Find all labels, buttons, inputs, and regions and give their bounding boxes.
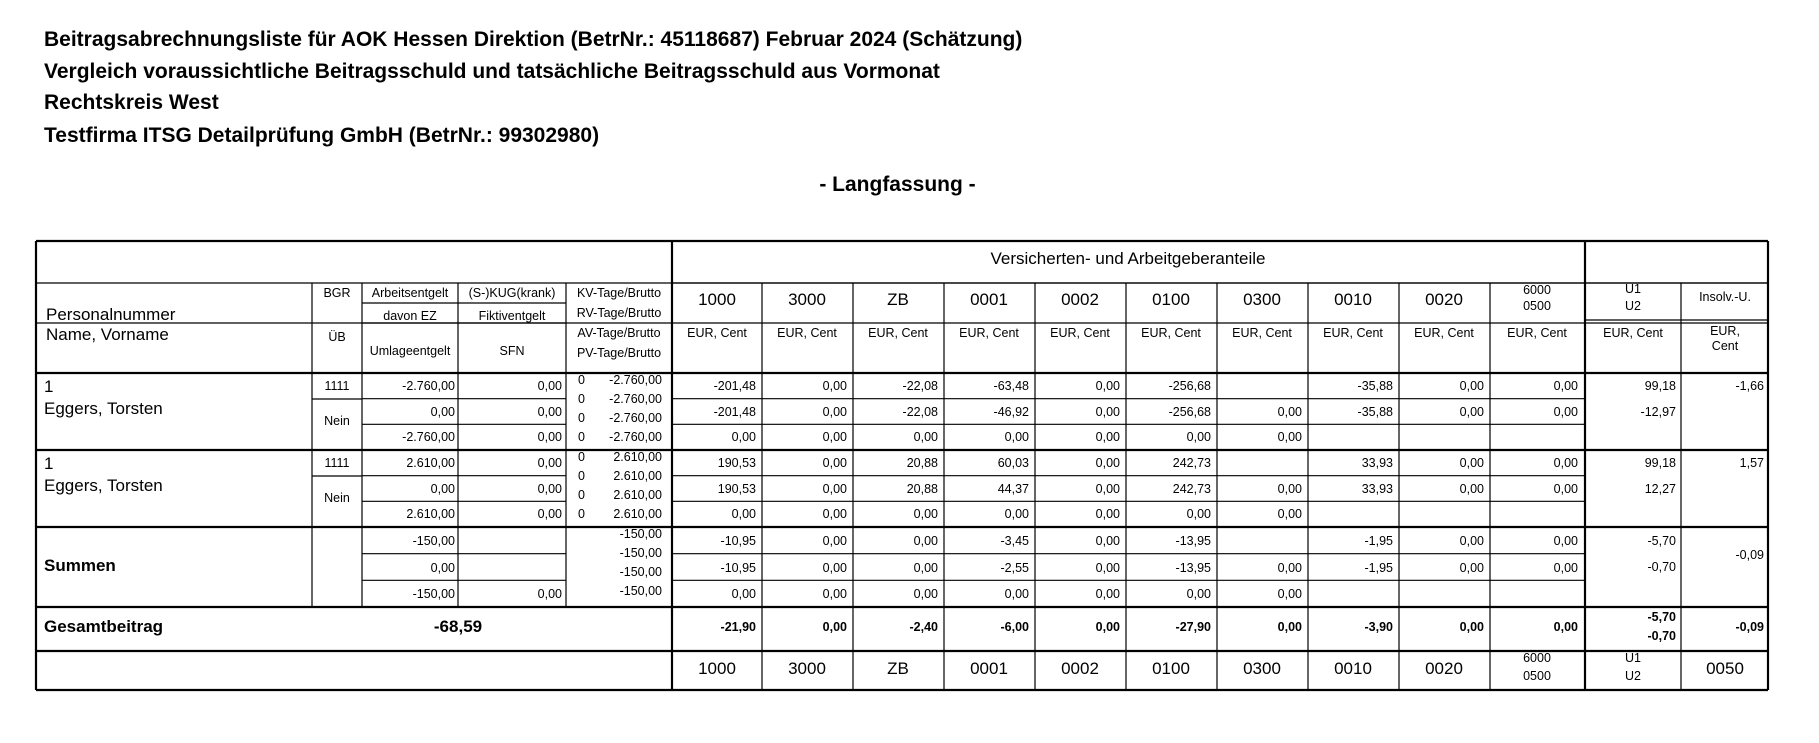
employee-row-line-2: 190,53 xyxy=(717,481,756,496)
footer-code-6000: 6000 xyxy=(1523,651,1551,665)
header-code-6000: 6000 xyxy=(1523,283,1551,297)
employee-entgelt: 2.610,00 xyxy=(406,456,455,470)
employee-insolv: -1,66 xyxy=(1735,379,1764,393)
header-code-0001: 0001 xyxy=(970,290,1008,309)
employee-row-line-2: 20,88 xyxy=(906,481,938,496)
header-eur-cent: EUR, Cent xyxy=(687,326,747,340)
report-format-label: - Langfassung - xyxy=(819,173,976,196)
header-code-1000: 1000 xyxy=(698,290,736,309)
employee-row-line-1: -35,88 xyxy=(1357,379,1393,393)
header-pv-tage: PV-Tage/Brutto xyxy=(576,346,662,360)
gesamt-value: 0,00 xyxy=(1553,620,1578,634)
employee-tage: 0 xyxy=(578,411,585,425)
header-code-0100: 0100 xyxy=(1152,290,1190,309)
footer-code-0002: 0002 xyxy=(1061,659,1099,678)
report-legal-area: Rechtskreis West xyxy=(44,91,219,114)
footer-code-1000: 1000 xyxy=(698,659,736,678)
employee-entgelt: -2.760,00 xyxy=(402,430,455,445)
footer-code-0500: 0500 xyxy=(1523,669,1551,683)
header-cent: Cent xyxy=(1711,339,1739,353)
header-ueb: ÜB xyxy=(328,330,346,344)
gesamt-u1: -5,70 xyxy=(1647,610,1676,624)
employee-row-line-3: 0,00 xyxy=(1095,507,1120,522)
header-insolv: Insolv.-U. xyxy=(1699,290,1751,304)
summen-line-2: -13,95 xyxy=(1175,560,1211,575)
gesamt-value: -2,40 xyxy=(909,620,938,634)
employee-row-line-2: 0,00 xyxy=(1095,481,1120,496)
header-kug: (S-)KUG(krank) xyxy=(468,286,556,300)
footer-code-3000: 3000 xyxy=(788,659,826,678)
header-fiktiventgelt: Fiktiventgelt xyxy=(478,309,546,323)
header-eur-cent: EUR, Cent xyxy=(1603,326,1663,340)
employee-row-line-2: 0,00 xyxy=(822,481,847,496)
summen-label: Summen xyxy=(44,556,116,575)
employee-row-line-2: 0,00 xyxy=(1277,404,1302,419)
summen-line-1: -10,95 xyxy=(720,534,756,548)
header-av-tage: AV-Tage/Brutto xyxy=(577,326,661,340)
employee-kug: 0,00 xyxy=(537,404,562,419)
header-code-0002: 0002 xyxy=(1061,290,1099,309)
employee-entgelt: 0,00 xyxy=(430,404,455,419)
employee-kug: 0,00 xyxy=(537,481,562,496)
footer-u2: U2 xyxy=(1625,669,1641,683)
employee-kug: 0,00 xyxy=(537,430,562,445)
summen-brutto: -150,00 xyxy=(619,584,662,598)
summen-brutto: -150,00 xyxy=(619,565,662,579)
footer-code-ZB: ZB xyxy=(887,659,909,678)
summen-line-3: 0,00 xyxy=(913,587,938,602)
header-eur-cent: EUR, Cent xyxy=(1050,326,1110,340)
employee-entgelt: 0,00 xyxy=(430,481,455,496)
employee-row-line-2: 33,93 xyxy=(1361,481,1393,496)
summen-insolv: -0,09 xyxy=(1735,548,1764,562)
summen-line-2: -2,55 xyxy=(1000,560,1029,575)
employee-tage: 0 xyxy=(578,450,585,464)
header-code-0020: 0020 xyxy=(1425,290,1463,309)
employee-row-line-3: 0,00 xyxy=(822,507,847,522)
summen-entgelt: 0,00 xyxy=(430,560,455,575)
header-eur-cent: EUR, Cent xyxy=(1507,326,1567,340)
employee-row-line-3: 0,00 xyxy=(822,430,847,445)
employee-brutto: 2.610,00 xyxy=(613,450,662,464)
employee-row-line-1: 0,00 xyxy=(1095,379,1120,393)
header-sfn: SFN xyxy=(499,344,525,358)
employee-row-line-2: 0,00 xyxy=(1277,481,1302,496)
employee-kug: 0,00 xyxy=(537,507,562,522)
employee-brutto: -2.760,00 xyxy=(609,392,662,406)
header-eur-cent: EUR, Cent xyxy=(1323,326,1383,340)
summen-line-2: -10,95 xyxy=(720,560,756,575)
gesamt-u2: -0,70 xyxy=(1647,629,1676,643)
summen-line-3: 0,00 xyxy=(1095,587,1120,602)
gesamt-total: -68,59 xyxy=(433,617,483,636)
employee-row-line-2: 0,00 xyxy=(1553,404,1578,419)
gesamt-value: 0,00 xyxy=(822,620,847,634)
employee-name: Eggers, Torsten xyxy=(44,476,163,495)
employee-row-line-3: 0,00 xyxy=(731,507,756,522)
header-code-3000: 3000 xyxy=(788,290,826,309)
employee-row-line-3: 0,00 xyxy=(1277,507,1302,522)
summen-u2: -0,70 xyxy=(1647,560,1676,574)
employee-row-line-3: 0,00 xyxy=(1004,507,1029,522)
employee-row-line-2: 0,00 xyxy=(1459,481,1484,496)
summen-line-1: -1,95 xyxy=(1364,534,1393,548)
employee-row-line-1: 190,53 xyxy=(717,456,756,470)
employee-brutto: -2.760,00 xyxy=(609,430,662,444)
summen-entgelt: -150,00 xyxy=(412,534,455,548)
header-kv-tage: KV-Tage/Brutto xyxy=(576,286,662,300)
header-u1: U1 xyxy=(1625,282,1641,296)
employee-tage: 0 xyxy=(578,430,585,444)
header-davon-ez: davon EZ xyxy=(383,309,437,323)
employee-row-line-1: 0,00 xyxy=(1553,456,1578,470)
header-umlageentgelt: Umlageentgelt xyxy=(369,344,451,358)
employee-tage: 0 xyxy=(578,392,585,406)
employee-entgelt: 2.610,00 xyxy=(406,507,455,522)
employee-row-line-3: 0,00 xyxy=(1095,430,1120,445)
employee-row-line-2: 44,37 xyxy=(997,481,1029,496)
employee-row-line-1: -22,08 xyxy=(902,379,938,393)
footer-code-0100: 0100 xyxy=(1152,659,1190,678)
gesamt-value: -3,90 xyxy=(1364,620,1393,634)
gesamt-label: Gesamtbeitrag xyxy=(44,617,164,636)
footer-code-0050: 0050 xyxy=(1706,659,1744,678)
employee-row-line-2: 0,00 xyxy=(1553,481,1578,496)
gesamt-value: 0,00 xyxy=(1095,620,1120,634)
summen-line-1: 0,00 xyxy=(822,534,847,548)
summen-line-3: 0,00 xyxy=(822,587,847,602)
footer-code-0300: 0300 xyxy=(1243,659,1281,678)
header-eur-cent: EUR, Cent xyxy=(1414,326,1474,340)
footer-code-0001: 0001 xyxy=(970,659,1008,678)
employee-brutto: 2.610,00 xyxy=(613,507,662,521)
summen-line-3: 0,00 xyxy=(1277,587,1302,602)
summen-line-1: 0,00 xyxy=(1459,534,1484,548)
employee-row-line-2: -46,92 xyxy=(993,404,1029,419)
summen-line-2: 0,00 xyxy=(1095,560,1120,575)
header-code-0300: 0300 xyxy=(1243,290,1281,309)
employee-entgelt: -2.760,00 xyxy=(402,379,455,393)
employee-bgr: 1111 xyxy=(324,456,350,470)
header-arbeitsentgelt: Arbeitsentgelt xyxy=(371,286,449,300)
employee-name: Eggers, Torsten xyxy=(44,399,163,418)
summen-line-3: 0,00 xyxy=(1004,587,1029,602)
employee-row-line-3: 0,00 xyxy=(1277,430,1302,445)
header-eur-cent: EUR, Cent xyxy=(1232,326,1292,340)
employee-row-line-1: -63,48 xyxy=(993,379,1029,393)
gesamt-value: -6,00 xyxy=(1000,620,1029,634)
header-eur-cent: EUR, Cent xyxy=(777,326,837,340)
employee-row-line-1: 0,00 xyxy=(1459,379,1484,393)
employee-u1: 99,18 xyxy=(1644,456,1676,470)
header-eur-cent: EUR, Cent xyxy=(959,326,1019,340)
summen-line-1: 0,00 xyxy=(1095,534,1120,548)
header-personalnummer: Personalnummer xyxy=(46,305,176,324)
employee-u2: -12,97 xyxy=(1640,405,1676,419)
gesamt-value: 0,00 xyxy=(1277,620,1302,634)
footer-code-0020: 0020 xyxy=(1425,659,1463,678)
employee-row-line-2: 0,00 xyxy=(1459,404,1484,419)
summen-line-2: 0,00 xyxy=(822,560,847,575)
header-name: Name, Vorname xyxy=(46,325,169,344)
group-header-label: Versicherten- und Arbeitgeberanteile xyxy=(990,249,1266,268)
employee-row-line-3: 0,00 xyxy=(913,507,938,522)
summen-line-2: 0,00 xyxy=(1553,560,1578,575)
summen-line-1: -3,45 xyxy=(1000,534,1029,548)
employee-kug: 0,00 xyxy=(537,456,562,470)
summen-entgelt: -150,00 xyxy=(412,587,455,602)
employee-row-line-2: -35,88 xyxy=(1357,404,1393,419)
employee-row-line-1: 0,00 xyxy=(822,456,847,470)
summen-u1: -5,70 xyxy=(1647,534,1676,548)
employee-tage: 0 xyxy=(578,373,585,387)
summen-brutto: -150,00 xyxy=(619,546,662,560)
header-eur: EUR, xyxy=(1710,324,1740,338)
employee-tage: 0 xyxy=(578,469,585,483)
employee-brutto: 2.610,00 xyxy=(613,469,662,483)
summen-brutto: -150,00 xyxy=(619,527,662,541)
summen-line-2: -1,95 xyxy=(1364,560,1393,575)
employee-u1: 99,18 xyxy=(1644,379,1676,393)
employee-row-line-2: -201,48 xyxy=(713,404,756,419)
summen-line-1: -13,95 xyxy=(1175,534,1211,548)
employee-row-line-1: 0,00 xyxy=(1553,379,1578,393)
employee-row-line-1: -201,48 xyxy=(713,379,756,393)
employee-row-line-1: 60,03 xyxy=(997,456,1029,470)
gesamt-value: 0,00 xyxy=(1459,620,1484,634)
employee-number: 1 xyxy=(44,377,54,396)
employee-row-line-2: 242,73 xyxy=(1172,481,1211,496)
header-code-ZB: ZB xyxy=(887,290,909,309)
employee-row-line-2: -256,68 xyxy=(1168,404,1211,419)
header-bgr: BGR xyxy=(323,286,351,300)
header-code-0500: 0500 xyxy=(1523,299,1551,313)
employee-brutto: -2.760,00 xyxy=(609,373,662,387)
report-company: Testfirma ITSG Detailprüfung GmbH (BetrNr.: 99302980) xyxy=(44,124,600,147)
header-eur-cent: EUR, Cent xyxy=(868,326,928,340)
employee-u2: 12,27 xyxy=(1644,482,1676,496)
gesamt-insolv: -0,09 xyxy=(1735,620,1764,634)
employee-row-line-1: 33,93 xyxy=(1361,456,1393,470)
summen-line-2: 0,00 xyxy=(913,560,938,575)
footer-u1: U1 xyxy=(1625,651,1641,665)
report-subtitle-comparison: Vergleich voraussichtliche Beitragsschuld und tatsächliche Beitragsschuld aus Vormonat xyxy=(44,60,940,83)
employee-tage: 0 xyxy=(578,488,585,502)
employee-tage: 0 xyxy=(578,507,585,521)
summen-line-3: 0,00 xyxy=(731,587,756,602)
employee-number: 1 xyxy=(44,454,54,473)
employee-bgr: 1111 xyxy=(324,379,350,393)
header-rv-tage: RV-Tage/Brutto xyxy=(576,306,662,320)
employee-kug: 0,00 xyxy=(537,379,562,393)
employee-row-line-1: 0,00 xyxy=(1459,456,1484,470)
header-eur-cent: EUR, Cent xyxy=(1141,326,1201,340)
employee-ueb: Nein xyxy=(324,491,350,505)
employee-insolv: 1,57 xyxy=(1739,456,1764,470)
employee-brutto: 2.610,00 xyxy=(613,488,662,502)
employee-row-line-3: 0,00 xyxy=(1186,507,1211,522)
employee-row-line-1: 0,00 xyxy=(1095,456,1120,470)
employee-row-line-2: 0,00 xyxy=(1095,404,1120,419)
summen-line-1: 0,00 xyxy=(913,534,938,548)
summen-kug: 0,00 xyxy=(537,587,562,602)
summen-line-3: 0,00 xyxy=(1186,587,1211,602)
employee-row-line-3: 0,00 xyxy=(1004,430,1029,445)
footer-code-0010: 0010 xyxy=(1334,659,1372,678)
employee-row-line-1: 242,73 xyxy=(1172,456,1211,470)
employee-row-line-3: 0,00 xyxy=(731,430,756,445)
report-title: Beitragsabrechnungsliste für AOK Hessen Direktion (BetrNr.: 45118687) Februar 2024 (Schätzung) xyxy=(44,28,1023,51)
employee-row-line-1: -256,68 xyxy=(1168,379,1211,393)
summen-line-2: 0,00 xyxy=(1277,560,1302,575)
employee-row-line-1: 0,00 xyxy=(822,379,847,393)
summen-line-1: 0,00 xyxy=(1553,534,1578,548)
employee-row-line-1: 20,88 xyxy=(906,456,938,470)
header-u2: U2 xyxy=(1625,299,1641,313)
header-code-0010: 0010 xyxy=(1334,290,1372,309)
gesamt-value: -21,90 xyxy=(720,620,756,634)
gesamt-value: -27,90 xyxy=(1175,620,1211,634)
employee-row-line-3: 0,00 xyxy=(1186,430,1211,445)
employee-brutto: -2.760,00 xyxy=(609,411,662,425)
summen-line-2: 0,00 xyxy=(1459,560,1484,575)
employee-row-line-2: -22,08 xyxy=(902,404,938,419)
employee-row-line-3: 0,00 xyxy=(913,430,938,445)
employee-ueb: Nein xyxy=(324,414,350,428)
employee-row-line-2: 0,00 xyxy=(822,404,847,419)
